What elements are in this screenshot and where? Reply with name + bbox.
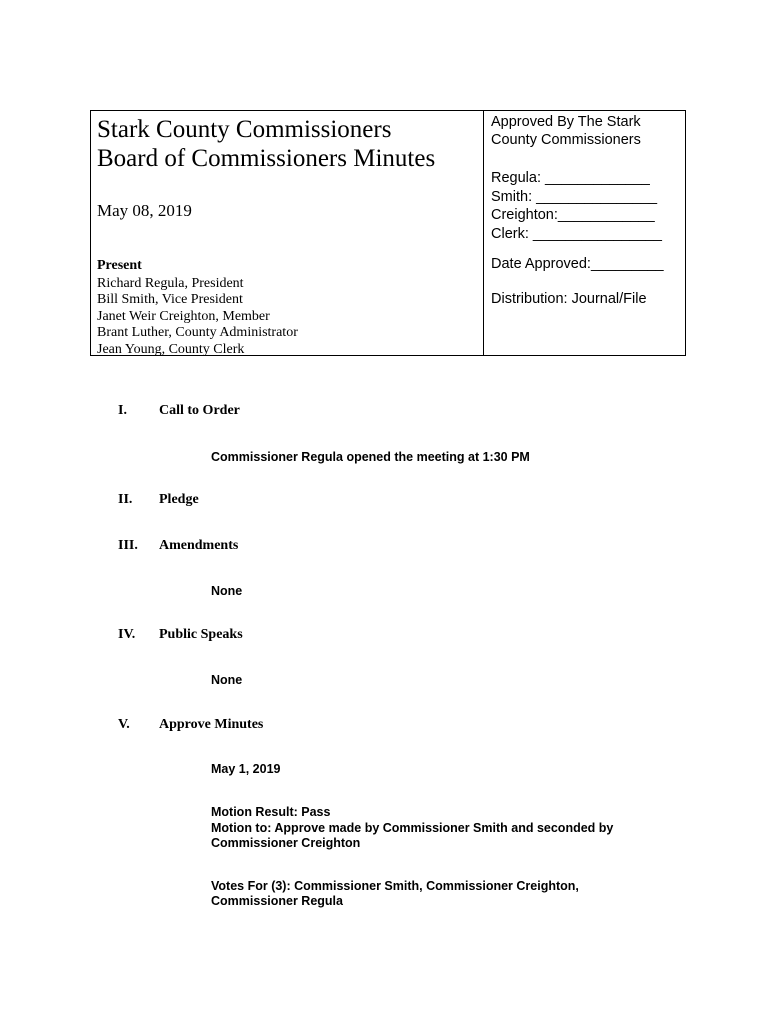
agenda-item-number: III.	[118, 538, 138, 553]
header-title-cell	[91, 111, 484, 355]
distribution: Distribution: Journal/File	[491, 291, 647, 307]
agenda-item-number: IV.	[118, 627, 136, 642]
agenda-item-number: I.	[118, 403, 127, 418]
document-subtitle: Board of Commissioners Minutes	[97, 145, 436, 172]
date-approved: Date Approved:_________	[491, 256, 664, 272]
attendee: Richard Regula, President	[97, 276, 244, 291]
approval-cell	[484, 111, 685, 355]
signature-line-regula: Regula: _____________	[491, 170, 650, 186]
agenda-item-title: Pledge	[159, 492, 199, 507]
votes-for: Votes For (3): Commissioner Smith, Commissioner Creighton,	[211, 879, 579, 893]
agenda-item-text: None	[211, 584, 243, 598]
attendee-list	[97, 276, 298, 358]
agenda-item-title: Call to Order	[159, 403, 240, 418]
signature-line-creighton: Creighton:____________	[491, 207, 655, 223]
approval-heading-cont: County Commissioners	[491, 132, 641, 148]
header-box	[90, 110, 686, 356]
votes-for-cont: Commissioner Regula	[211, 894, 343, 908]
present-label: Present	[97, 258, 142, 273]
motion-result: Motion Result: Pass	[211, 805, 331, 819]
agenda-item-title: Amendments	[159, 538, 239, 553]
agenda-item-title: Approve Minutes	[159, 717, 264, 732]
document-title: Stark County Commissioners	[97, 116, 392, 143]
agenda-item-number: II.	[118, 492, 133, 507]
signature-line-smith: Smith: _______________	[491, 188, 658, 205]
agenda-item-title: Public Speaks	[159, 627, 243, 642]
motion-description: Motion to: Approve made by Commissioner Smith and seconded by	[211, 821, 614, 835]
minutes-date: May 1, 2019	[211, 762, 281, 776]
attendee: Bill Smith, Vice President	[97, 292, 243, 308]
signature-line-clerk: Clerk: ________________	[491, 225, 662, 242]
meeting-date: May 08, 2019	[97, 201, 192, 220]
attendee: Jean Young, County Clerk	[97, 341, 245, 357]
agenda-item-number: V.	[118, 717, 130, 732]
approval-heading: Approved By The Stark	[491, 114, 641, 130]
agenda-item-text: Commissioner Regula opened the meeting at 1:30 PM	[211, 450, 530, 464]
agenda-item-text: None	[211, 673, 243, 687]
attendee: Brant Luther, County Administrator	[97, 325, 298, 341]
attendee: Janet Weir Creighton, Member	[97, 308, 270, 324]
signature-list	[491, 169, 662, 243]
motion-description-cont: Commissioner Creighton	[211, 836, 361, 850]
